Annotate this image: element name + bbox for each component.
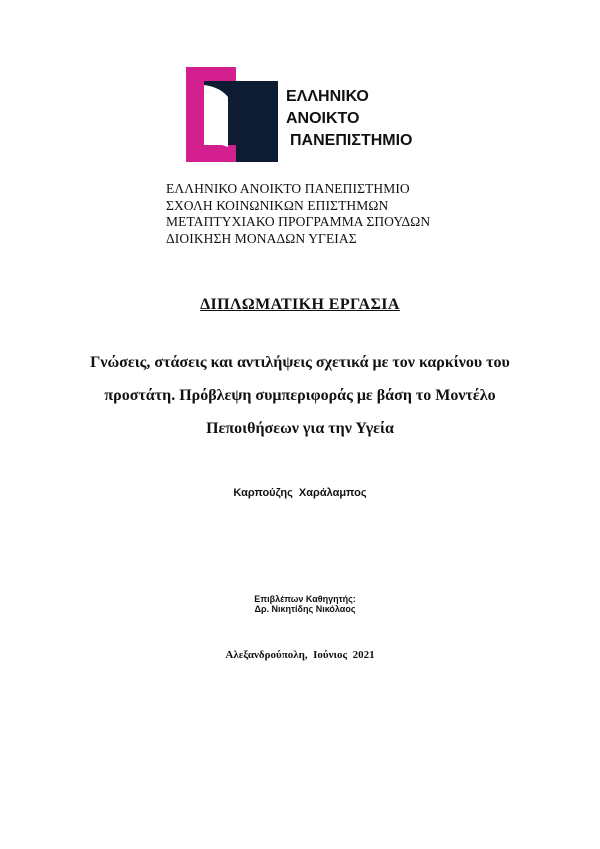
supervisor-name: Δρ. Νικητίδης Νικόλαος [254, 604, 356, 614]
thesis-title-line-1: Γνώσεις, στάσεις και αντιλήψεις σχετικά με τον καρκίνου του [90, 354, 510, 371]
logo-line-3: ΠΑΝΕΠΙΣΤΗΜΙΟ [290, 132, 413, 149]
university-name: ΕΛΛΗΝΙΚΟ ΑΝΟΙΚΤΟ ΠΑΝΕΠΙΣΤΗΜΙΟ [166, 181, 410, 196]
supervisor-label: Επιβλέπων Καθηγητής: [254, 594, 356, 604]
supervisor-line [0, 584, 600, 624]
school-name: ΣΧΟΛΗ ΚΟΙΝΩΝΙΚΩΝ ΕΠΙΣΤΗΜΩΝ [166, 197, 389, 213]
institution-block [166, 181, 430, 247]
logo-wordmark [286, 86, 412, 152]
thesis-title [40, 346, 560, 445]
thesis-title-line-2: προστάτη. Πρόβλεψη συμπεριφοράς με βάση το Μοντέλο [104, 387, 496, 404]
place-and-date: Αλεξανδρούπολη, Ιούνιος 2021 [225, 649, 375, 661]
logo-line-2: ΑΝΟΙΚΤΟ [286, 110, 360, 127]
document-type-heading: ΔΙΠΛΩΜΑΤΙΚΗ ΕΡΓΑΣΙΑ [200, 296, 400, 313]
specialization-name: ΔΙΟΙΚΗΣΗ ΜΟΝΑΔΩΝ ΥΓΕΙΑΣ [166, 230, 357, 246]
logo-line-1: ΕΛΛΗΝΙΚΟ [286, 88, 369, 105]
thesis-title-line-3: Πεποιθήσεων για την Υγεία [206, 420, 394, 437]
university-logo [186, 67, 278, 162]
author-name: Καρπούζης Χαράλαμπος [233, 487, 367, 499]
logo-white-accent [204, 85, 228, 147]
program-name: ΜΕΤΑΠΤΥΧΙΑΚΟ ΠΡΟΓΡΑΜΜΑ ΣΠΟΥΔΩΝ [166, 214, 431, 229]
